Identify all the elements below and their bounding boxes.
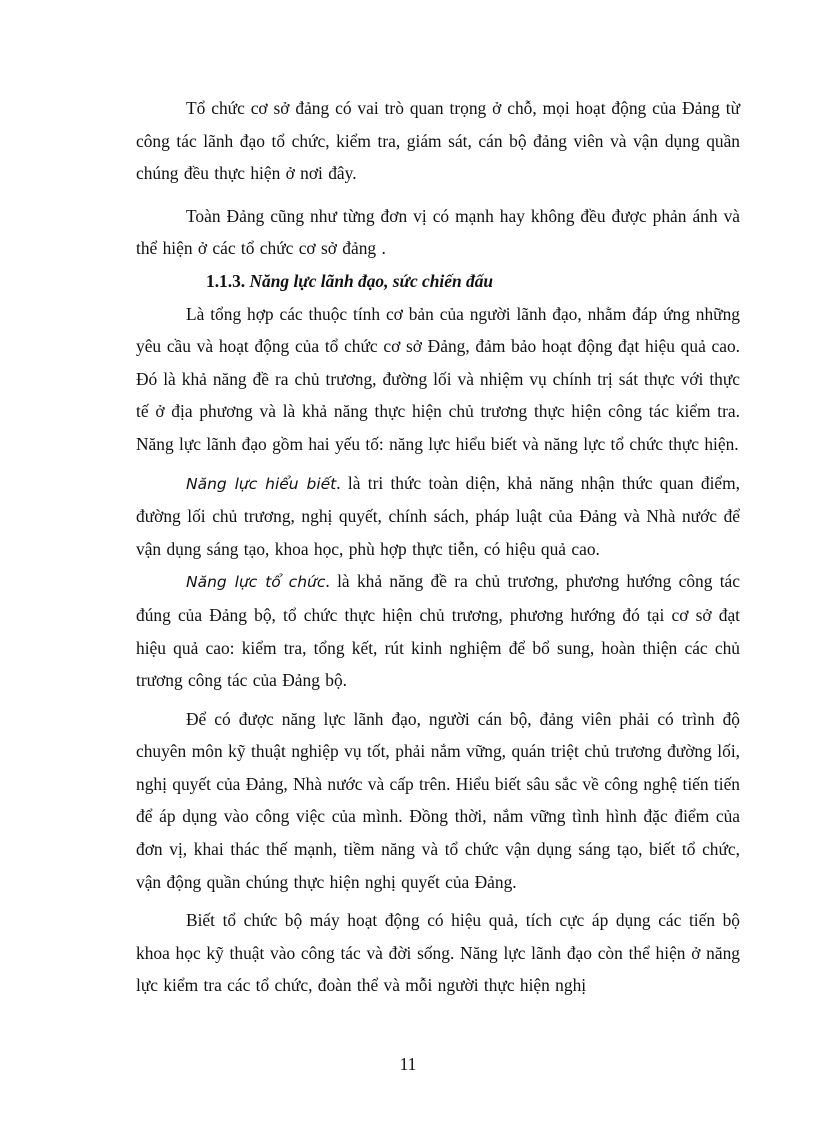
organizational-capacity-term: Năng lực tổ chức — [186, 573, 326, 592]
knowledge-capacity-text: . là tri thức toàn diện, khả năng nhận thức quan điểm, đường lối chủ trương, nghị quyết, chính sách, pháp luật của Đảng và Nhà nước để vận dụng sáng tạo, khoa học, phù hợp thực tiễn, có hiệu quả cao. — [136, 472, 740, 559]
paragraph-knowledge-capacity — [136, 467, 740, 566]
page-number: 11 — [399, 1054, 417, 1074]
document-page — [136, 92, 740, 1002]
paragraph-acquiring-leadership: Để có được năng lực lãnh đạo, người cán bộ, đảng viên phải có trình độ chuyên môn kỹ thuật nghiệp vụ tốt, phải nắm vững, quán triệt chủ trương đường lối, nghị quyết của Đảng, Nhà nước và cấp trên. Hiểu biết sâu sắc về công nghệ tiến tiến để áp dụng vào công việc của mình. Đồng thời, nắm vững tình hình đặc điểm của đơn vị, khai thác thế mạnh, tiềm năng và tổ chức vận dụng sáng tạo, biết tổ chức, vận động quần chúng thực hiện nghị quyết của Đảng. — [136, 708, 741, 892]
paragraph-leadership-definition: Là tổng hợp các thuộc tính cơ bản của người lãnh đạo, nhằm đáp ứng những yêu cầu và hoạt động của tổ chức cơ sở Đảng, đảm bảo hoạt động đạt hiệu quả cao. Đó là khả năng đề ra chủ trương, đường lối và nhiệm vụ chính trị sát thực với thực tế ở địa phương và là khả năng thực hiện chủ trương thực hiện công tác kiểm tra. Năng lực lãnh đạo gồm hai yếu tố: năng lực hiểu biết và năng lực tổ chức thực hiện. — [136, 303, 740, 454]
section-heading — [136, 265, 740, 298]
knowledge-capacity-term: Năng lực hiểu biết — [186, 474, 337, 493]
paragraph-whole-party-reflection: Toàn Đảng cũng như từng đơn vị có mạnh hay không đều được phản ánh và thể hiện ở các tổ chức cơ sở đảng . — [136, 205, 740, 259]
paragraph-organizational-capacity — [136, 565, 740, 696]
paragraph-role-of-base-organizations: Tổ chức cơ sở đảng có vai trò quan trọng ở chỗ, mọi hoạt động của Đảng từ công tác lãnh đạo tổ chức, kiểm tra, giám sát, cán bộ đảng viên và vận dụng quần chúng đều thực hiện ở nơi đây. — [136, 98, 740, 184]
organizational-capacity-text: . là khả năng đề ra chủ trương, phương hướng công tác đúng của Đảng bộ, tổ chức thực hiện chủ trương, phương hướng đó tại cơ sở đạt hiệu quả cao: kiểm tra, tổng kết, rút kinh nghiệm để bổ sung, hoàn thiện các chủ trương công tác của Đảng bộ. — [136, 571, 740, 691]
paragraph-organizing-apparatus: Biết tổ chức bộ máy hoạt động có hiệu quả, tích cực áp dụng các tiến bộ khoa học kỹ thuật vào công tác và đời sống. Năng lực lãnh đạo còn thể hiện ở năng lực kiểm tra các tổ chức, đoàn thể và mỗi người thực hiện nghị — [136, 910, 740, 996]
section-heading-title: Năng lực lãnh đạo, sức chiến đấu — [249, 270, 494, 291]
section-heading-number: 1.1.3. — [206, 270, 246, 291]
